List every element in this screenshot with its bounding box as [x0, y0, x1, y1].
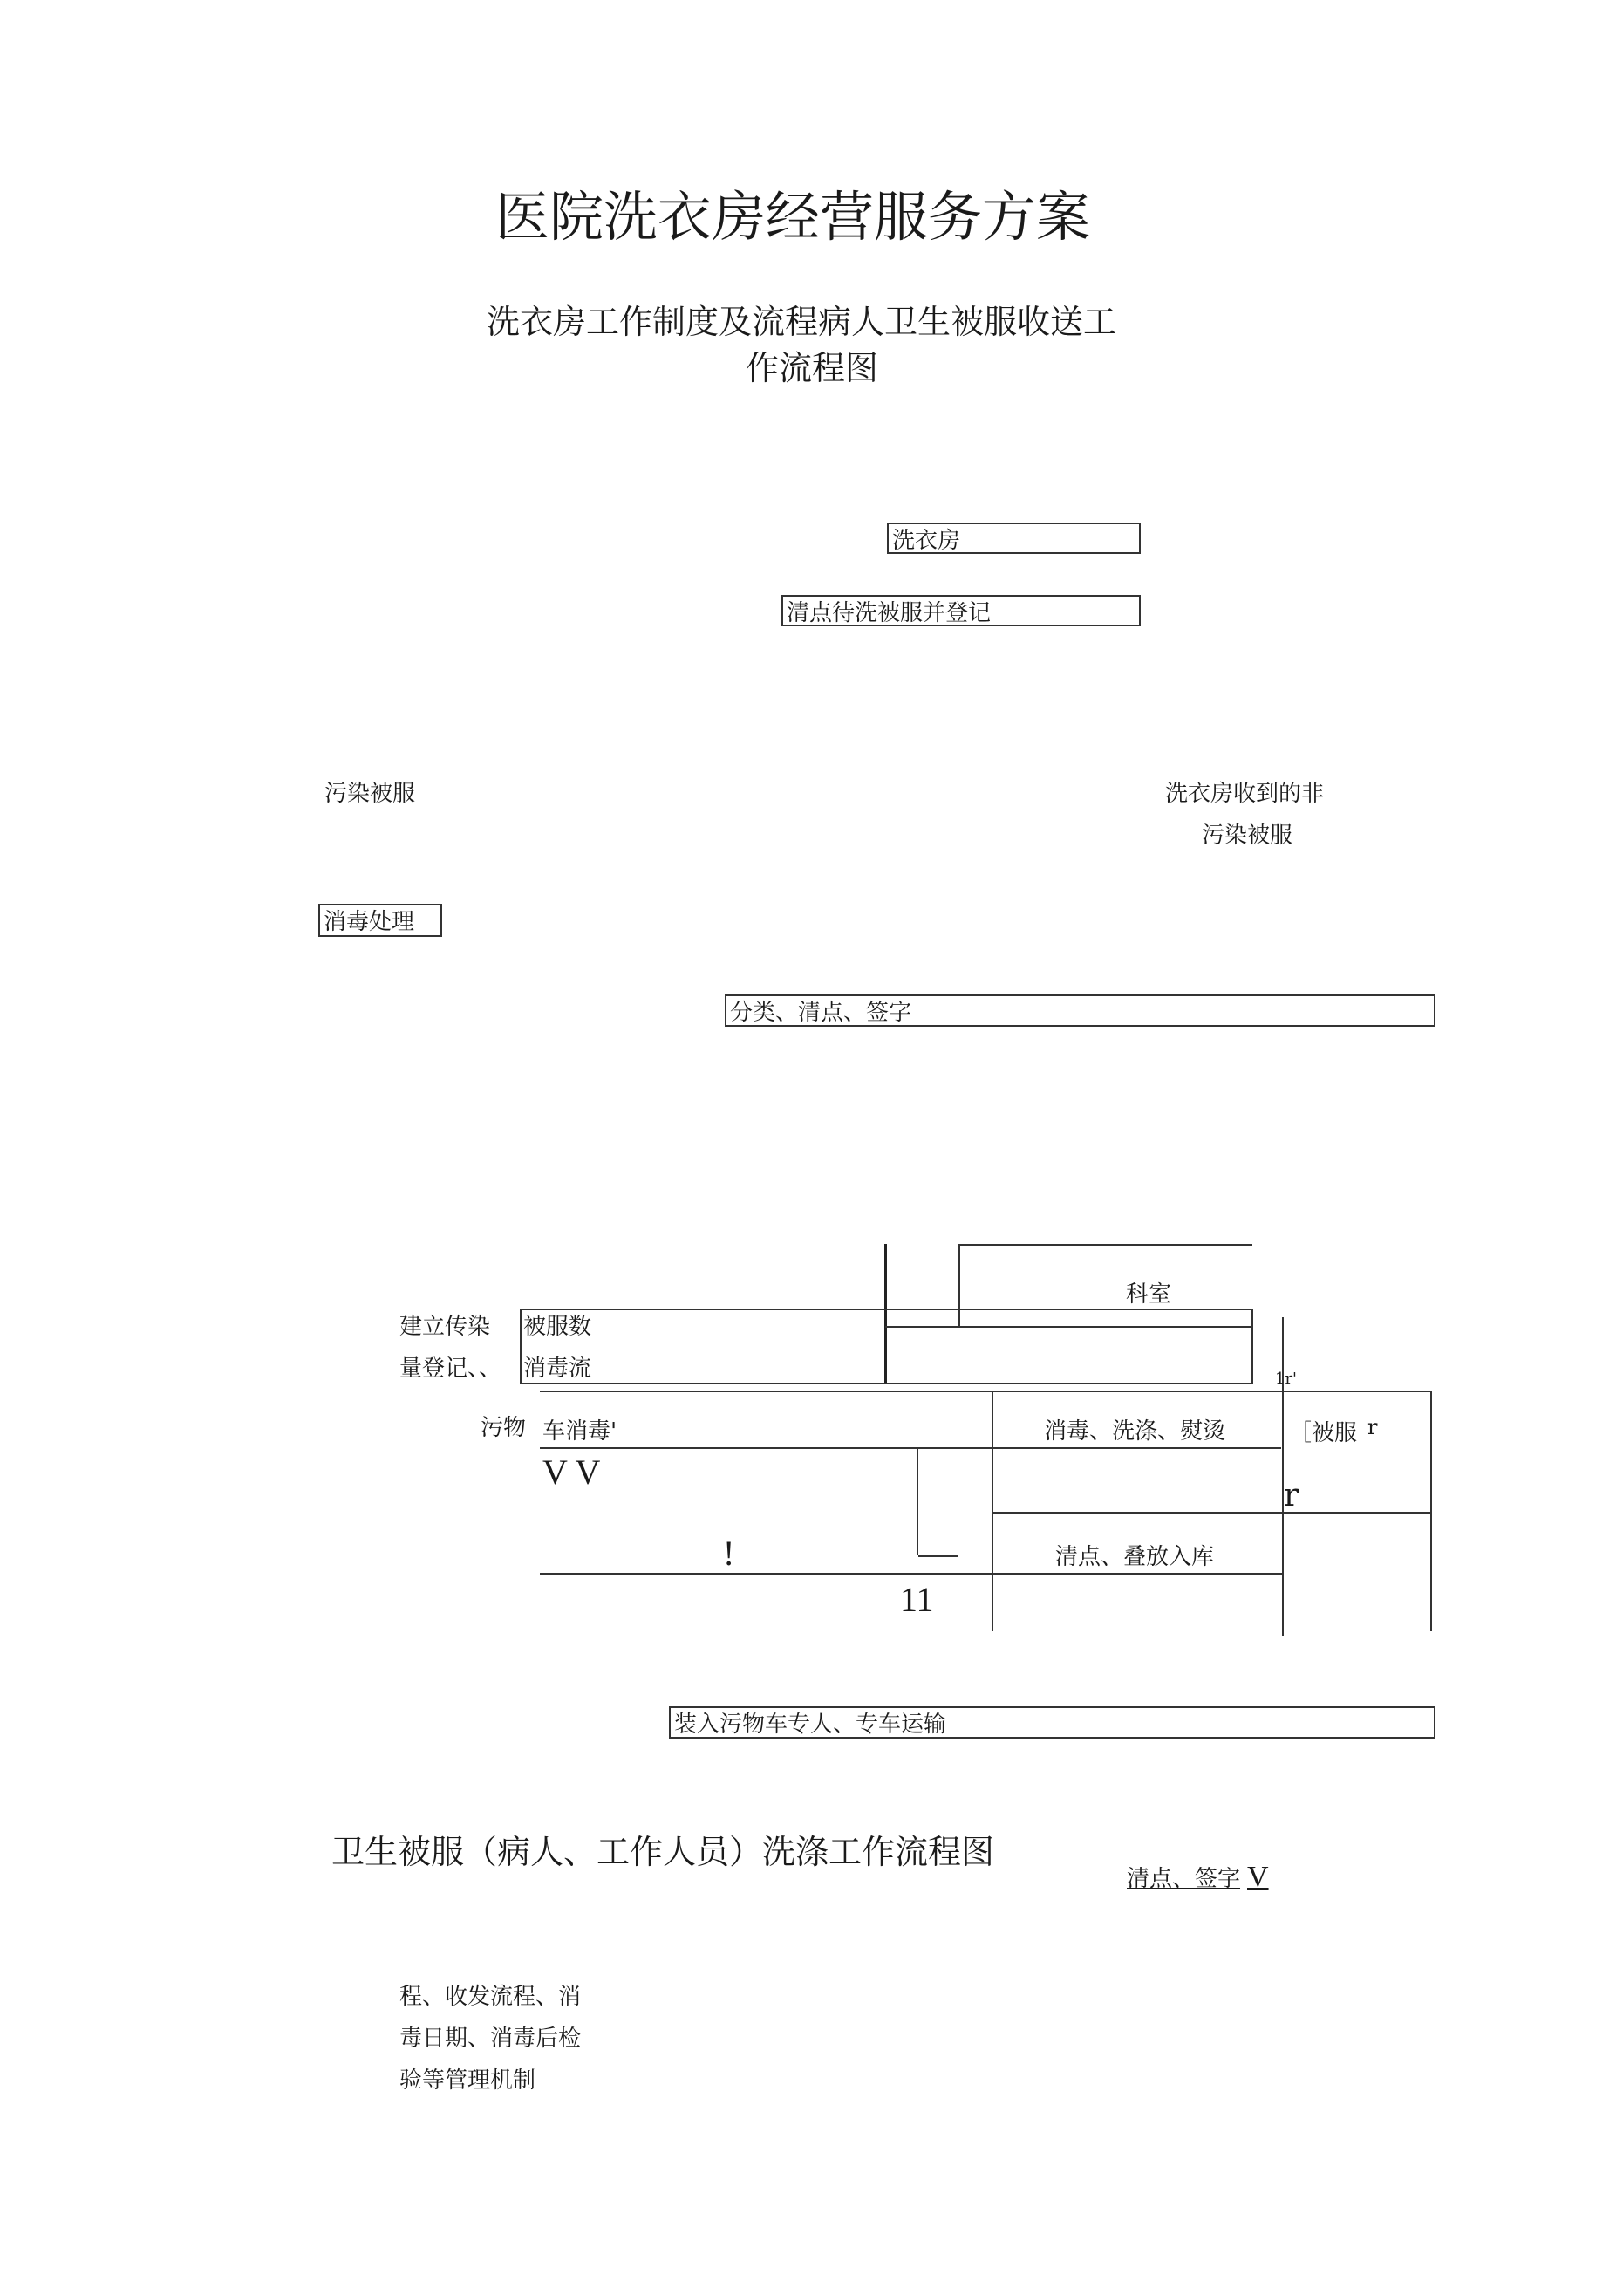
count-register-box: [781, 595, 1141, 626]
laundry-room-box: [887, 523, 1141, 554]
laundry-room-label: 洗衣房: [892, 528, 961, 554]
sort-count-sign-label: 分类、清点、签字: [730, 1000, 912, 1026]
connector-line: [918, 1555, 958, 1557]
document-title: 医院洗衣房经营服务方案: [495, 185, 1091, 249]
mark-r-big: r: [1284, 1478, 1299, 1514]
connector-line: [992, 1512, 1431, 1514]
linen-right-label: ［被服: [1289, 1420, 1358, 1446]
count-register-label: 清点待洗被服并登记: [787, 600, 992, 626]
management-text-continued: 毒日期、消毒后检: [399, 2026, 582, 2052]
load-transport-box: [669, 1706, 1435, 1739]
count-sign-mark: V: [1247, 1861, 1269, 1893]
non-contaminated-linen-label: 洗衣房收到的非: [1165, 781, 1325, 807]
linen-count-label: 被服数: [523, 1314, 592, 1340]
mark-exclaim: !: [723, 1534, 735, 1573]
connector-line: [1430, 1391, 1432, 1631]
document-subtitle-continued: 作流程图: [746, 349, 879, 387]
connector-line: [917, 1447, 918, 1555]
department-label: 科室: [1126, 1281, 1172, 1308]
document-subtitle: 洗衣房工作制度及流程病人卫生被服收送工: [487, 303, 1117, 341]
connector-line: [959, 1244, 1252, 1246]
load-transport-label: 装入污物车专人、专车运输: [674, 1712, 947, 1738]
non-contaminated-linen-label-continued: 污染被服: [1202, 823, 1293, 849]
establish-label-continued: 量登记、、: [399, 1356, 502, 1382]
connector-line: [540, 1573, 1282, 1575]
connector-line: [540, 1447, 1281, 1449]
cart-disinfect-label: 车消毒': [542, 1418, 617, 1445]
connector-line: [885, 1326, 1253, 1328]
mark-11: 11: [900, 1580, 934, 1619]
department-box: [520, 1309, 1253, 1384]
disinfection-box: [318, 904, 442, 937]
fold-store-label: 清点、叠放入库: [1055, 1544, 1215, 1570]
management-text-end: 验等管理机制: [399, 2067, 536, 2094]
count-sign-label: 清点、签字: [1127, 1866, 1241, 1892]
connector-line: [540, 1391, 1431, 1392]
sort-count-sign-box: [725, 994, 1435, 1027]
mark-1r: 1r': [1275, 1370, 1298, 1388]
dirty-items-label: 污物: [481, 1415, 527, 1441]
disinfection-label: 消毒处理: [324, 909, 415, 935]
disinfect-flow-label: 消毒流: [523, 1356, 592, 1382]
management-text: 程、收发流程、消: [399, 1984, 582, 2010]
mark-vv: V V: [542, 1452, 601, 1492]
wash-iron-label: 消毒、洗涤、熨烫: [1044, 1418, 1226, 1445]
section-heading: 卫生被服（病人、工作人员）洗涤工作流程图: [331, 1833, 995, 1871]
contaminated-linen-label: 污染被服: [324, 781, 416, 807]
establish-label: 建立传染: [399, 1314, 491, 1340]
connector-line: [992, 1391, 993, 1631]
mark-r-small: r: [1367, 1415, 1378, 1439]
connector-line: [1282, 1317, 1284, 1636]
